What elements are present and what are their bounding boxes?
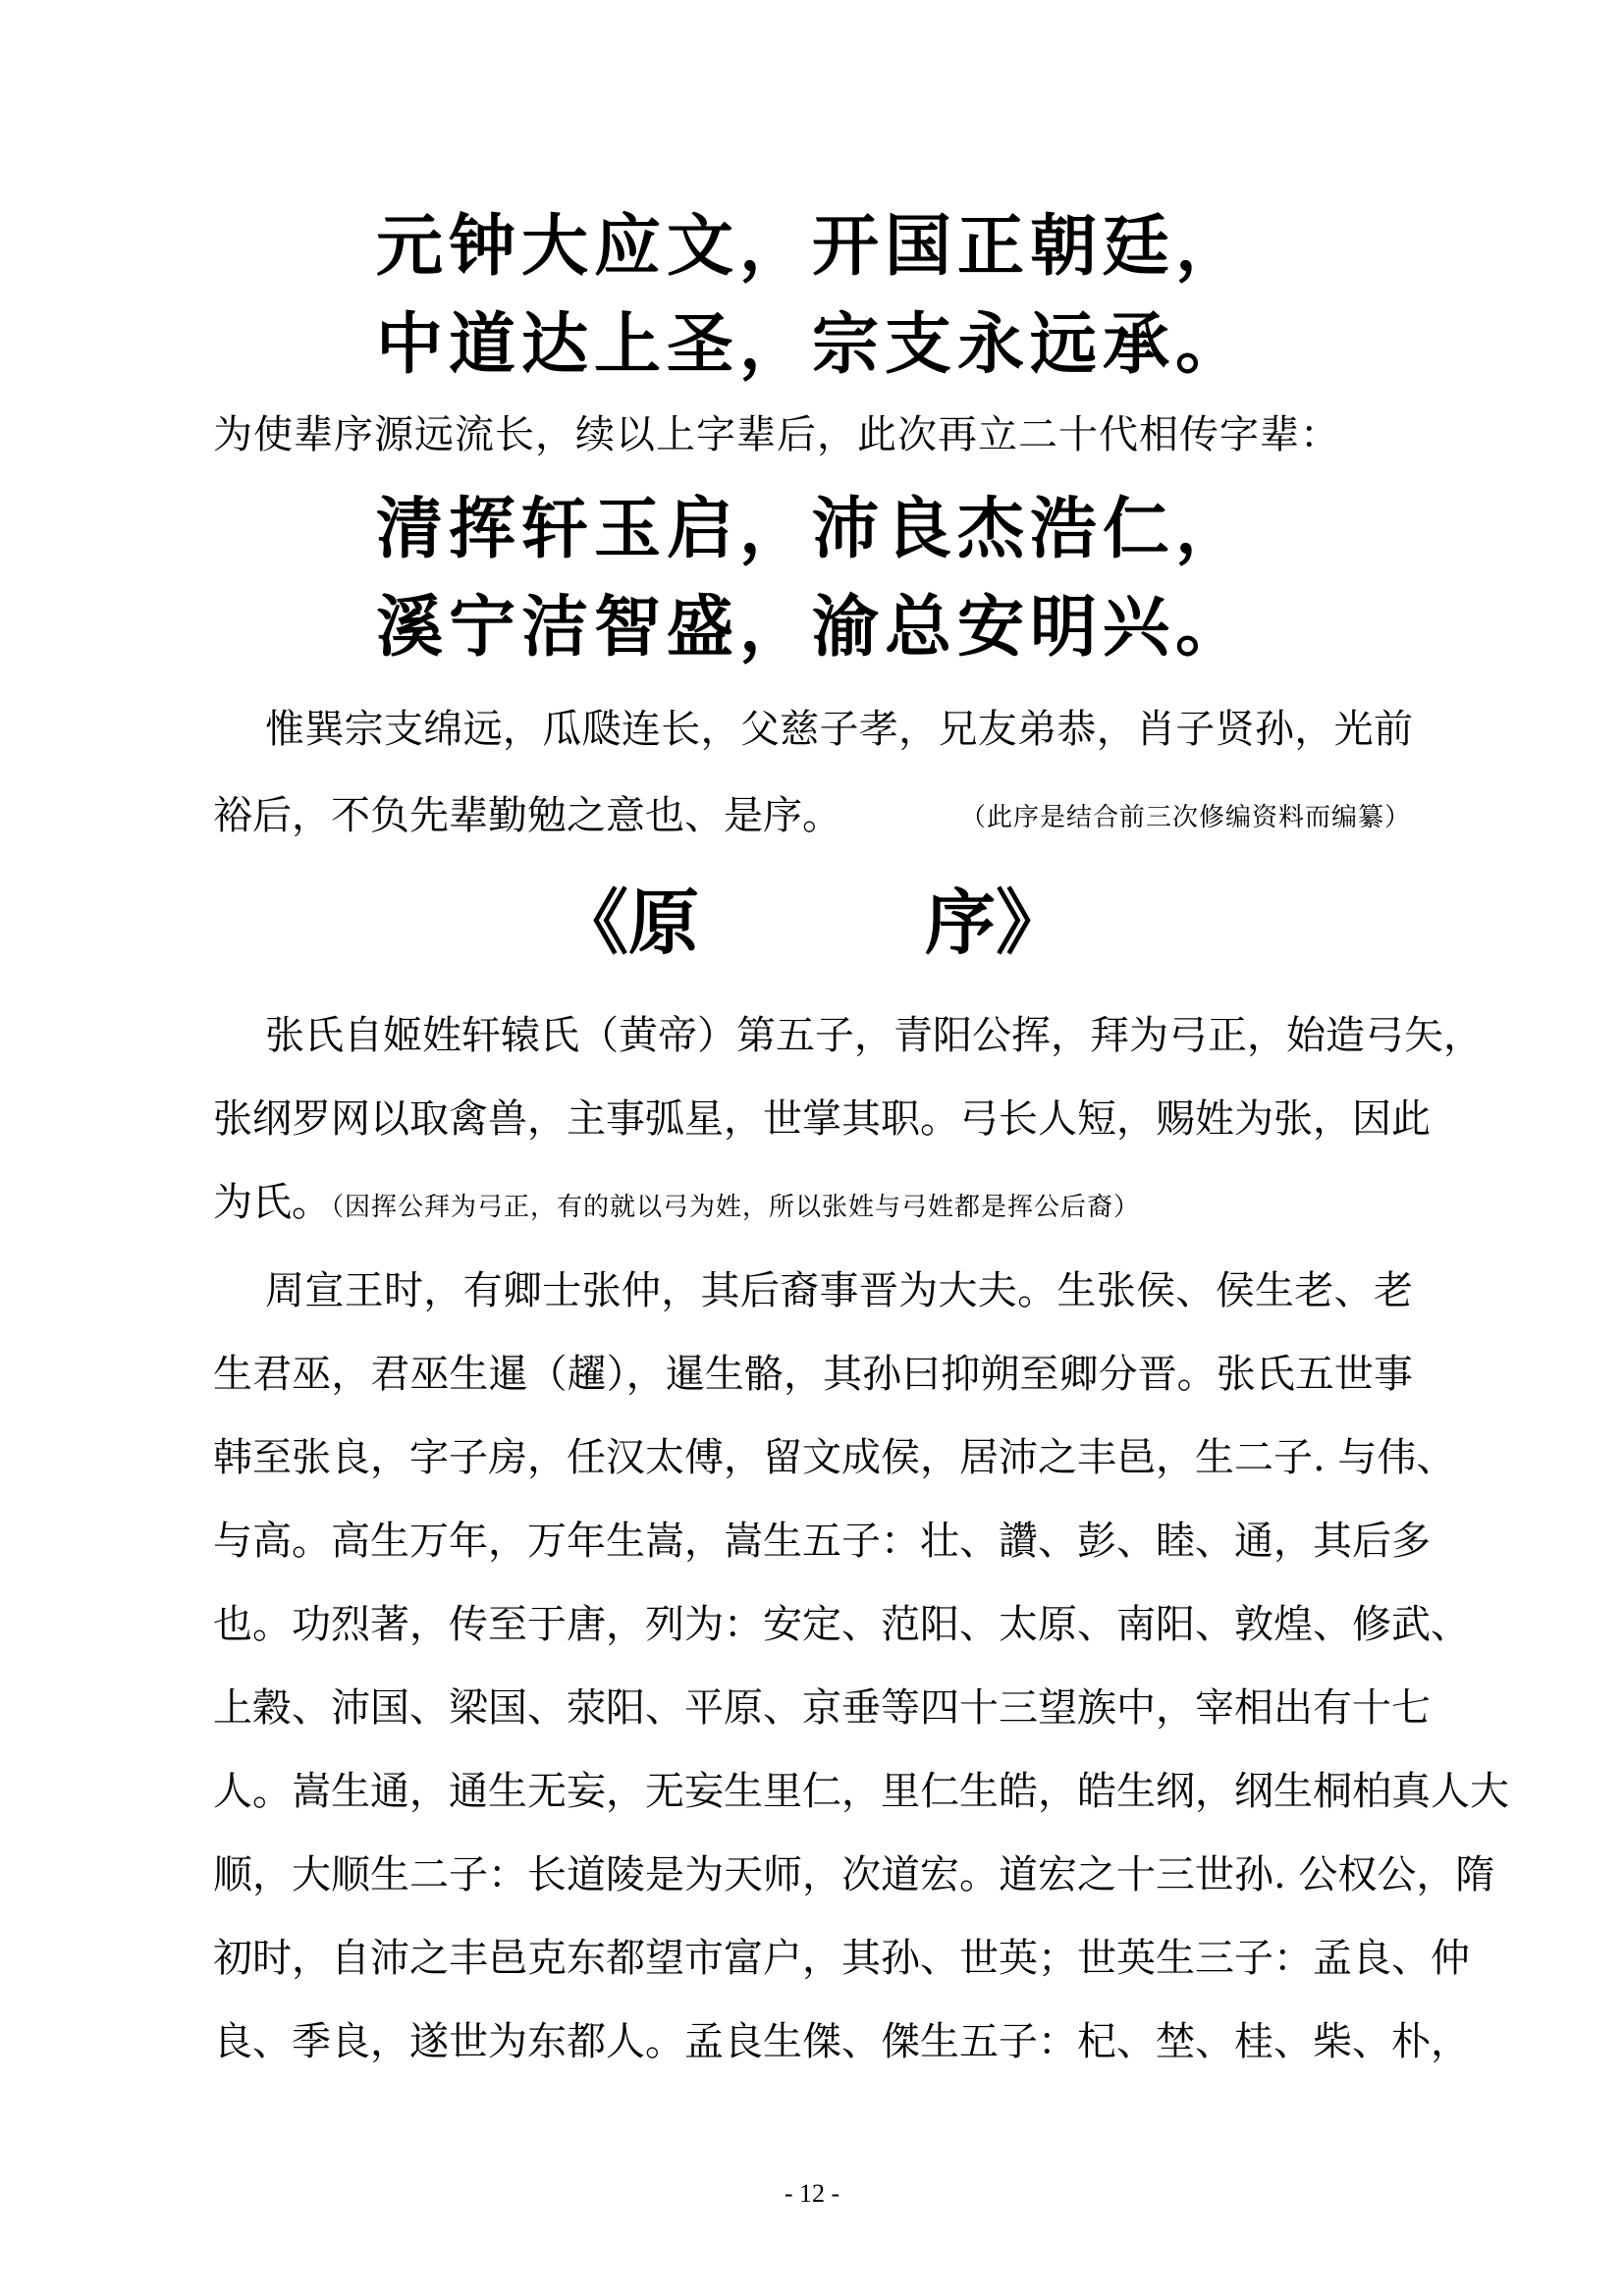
paragraph-1-line-1: 张氏自姬姓轩辕氏（黄帝）第五子，青阳公挥，拜为弓正，始造弓矢， (265, 1013, 1483, 1058)
page-number: - 12 - (784, 2179, 840, 2208)
generation-verse-line-1: 元钟大应文，开国正朝廷， (375, 208, 1248, 286)
paragraph-1-line-3-main: 为氏。 (213, 1180, 331, 1225)
paragraph-2-line-2: 生君巫，君巫生暹（趯），暹生骼，其孙曰抑朔至卿分晋。张氏五世事 (213, 1352, 1413, 1397)
paragraph-1-note: （因挥公拜为弓正，有的就以弓为姓，所以张姓与弓姓都是挥公后裔） (331, 1193, 1141, 1222)
paragraph-2-line-10: 良、季良，遂世为东都人。孟良生傑、傑生五子：杞、埜、桂、柴、朴， (213, 2019, 1470, 2064)
preface-line-1: 惟巽宗支绵远，瓜瓞连长，父慈子孝，兄友弟恭，肖子贤孙，光前 (265, 707, 1413, 752)
paragraph-2-line-5: 也。功烈著，传至于唐，列为：安定、范阳、太原、南阳、敦煌、修武、 (213, 1602, 1470, 1647)
paragraph-1-line-3 (213, 1178, 1413, 1232)
section-title (0, 879, 1624, 967)
generation-verse-line-4: 溪宁洁智盛，渝总安明兴。 (375, 589, 1248, 667)
paragraph-2-line-4: 与高。高生万年，万年生嵩，嵩生五子：壮、讚、彭、睦、通，其后多 (213, 1519, 1431, 1564)
preface-line-2: 裕后，不负先辈勤勉之意也、是序。 (213, 793, 841, 838)
preface-note: （此序是结合前三次修编资料而编纂） (959, 803, 1411, 832)
section-title-left: 《原 (557, 881, 699, 964)
paragraph-2-line-3: 韩至张良，字子房，任汉太傅，留文成侯，居沛之丰邑，生二子. 与伟、 (213, 1435, 1456, 1480)
section-title-right: 序》 (925, 881, 1067, 964)
generation-verse-line-2: 中道达上圣，宗支永远承。 (375, 306, 1248, 384)
intro-line: 为使辈序源远流长，续以上字辈后，此次再立二十代相传字辈： (213, 412, 1340, 457)
paragraph-2-line-9: 初时，自沛之丰邑克东都望市富户，其孙、世英；世英生三子：孟良、仲 (213, 1936, 1470, 1981)
paragraph-2-line-8: 顺，大顺生二子：长道陵是为天师，次道宏。道宏之十三世孙. 公权公，隋 (213, 1852, 1495, 1897)
paragraph-2-line-1: 周宣王时，有卿士张仲，其后裔事晋为大夫。生张侯、侯生老、老 (265, 1268, 1413, 1313)
paragraph-2-line-7: 人。嵩生通，通生无妄，无妄生里仁，里仁生皓，皓生纲，纲生桐柏真人大 (213, 1769, 1509, 1814)
generation-verse-line-3: 清挥轩玉启，沛良杰浩仁， (375, 491, 1248, 568)
paragraph-1-line-2: 张纲罗网以取禽兽，主事弧星，世掌其职。弓长人短，赐姓为张，因此 (213, 1096, 1431, 1142)
paragraph-2-line-6: 上穀、沛国、梁国、荥阳、平原、京垂等四十三望族中，宰相出有十七 (213, 1685, 1431, 1731)
